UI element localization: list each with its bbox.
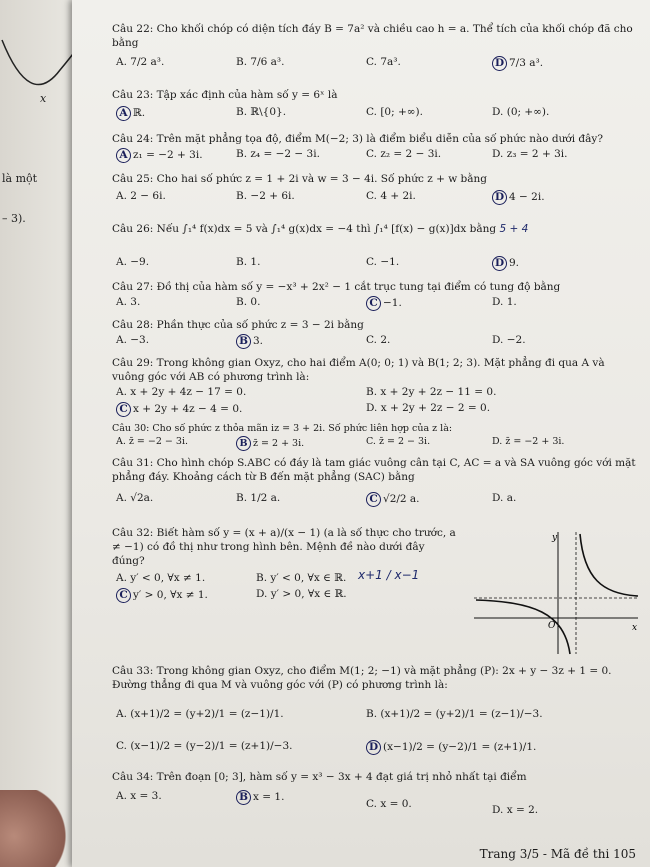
option[interactable]: D. x = 2. <box>492 804 539 816</box>
option[interactable]: C. x = 0. <box>366 798 412 810</box>
option[interactable]: C. 2. <box>366 334 391 346</box>
option[interactable]: A. 2 − 6i. <box>116 190 166 202</box>
option[interactable]: A. z̄ = −2 − 3i. <box>116 436 189 447</box>
circled-mark-icon: D <box>492 190 507 205</box>
question-27: Câu 27: Đồ thị của hàm số y = −x³ + 2x² − 1 cắt trục tung tại điểm có tung độ bằng <box>112 281 561 293</box>
option[interactable]: B. z₄ = −2 − 3i. <box>236 148 320 160</box>
option-selected[interactable]: A z₁ = −2 + 3i. <box>116 148 203 163</box>
question-26: Câu 26: Nếu ∫₁⁴ f(x)dx = 5 và ∫₁⁴ g(x)dx = −4 thì ∫₁⁴ [f(x) − g(x)]dx bằng 5 + 4 <box>112 223 529 235</box>
option[interactable]: B. 7/6 a³. <box>236 56 285 68</box>
option[interactable]: C. (x−1)/2 = (y−2)/1 = (z+1)/−3. <box>116 740 293 752</box>
option[interactable]: C. −1. <box>366 256 400 268</box>
origin-label: O <box>548 621 556 631</box>
left-fragment-2: là một <box>2 172 38 185</box>
option[interactable]: A. √2a. <box>116 492 154 504</box>
option-selected[interactable]: D 4 − 2i. <box>492 190 545 205</box>
options-31 <box>116 492 640 508</box>
option[interactable]: D. x + 2y + 2z − 2 = 0. <box>366 402 491 414</box>
option[interactable]: B. 1/2 a. <box>236 492 281 504</box>
circled-mark-icon: A <box>116 106 131 121</box>
options-32b <box>116 588 456 604</box>
circled-mark-icon: C <box>116 402 131 417</box>
option-selected[interactable]: D (x−1)/2 = (y−2)/1 = (z+1)/1. <box>366 740 536 755</box>
circled-mark-icon: C <box>116 588 131 603</box>
circled-mark-icon: A <box>116 148 131 163</box>
options-24 <box>116 148 640 164</box>
option[interactable]: D. −2. <box>492 334 526 346</box>
options-29b <box>116 402 640 418</box>
circled-mark-icon: B <box>236 334 251 349</box>
option[interactable]: D. 1. <box>492 296 517 308</box>
option[interactable]: C. 7a³. <box>366 56 401 68</box>
circled-mark-icon: D <box>492 56 507 71</box>
circled-mark-icon: D <box>366 740 381 755</box>
exam-page <box>72 0 650 867</box>
question-28: Câu 28: Phần thực của số phức z = 3 − 2i bằng <box>112 319 364 331</box>
option[interactable]: A. x = 3. <box>116 790 162 802</box>
option[interactable]: A. 3. <box>116 296 141 308</box>
option[interactable]: B. −2 + 6i. <box>236 190 295 202</box>
option-selected[interactable]: C −1. <box>366 296 402 311</box>
options-28 <box>116 334 640 350</box>
y-label: y <box>552 533 558 543</box>
question-22: Câu 22: Cho khối chóp có diện tích đáy B = 7a² và chiều cao h = a. Thể tích của khối chóp đã cho bằng <box>112 23 633 49</box>
option[interactable]: B. (x+1)/2 = (y+2)/1 = (z−1)/−3. <box>366 708 543 720</box>
option-selected[interactable]: C √2/2 a. <box>366 492 420 507</box>
curve-right-branch <box>580 534 638 596</box>
question-24: Câu 24: Trên mặt phẳng tọa độ, điểm M(−2; 3) là điểm biểu diễn của số phức nào dưới đây? <box>112 133 603 145</box>
option-selected[interactable]: B x = 1. <box>236 790 284 805</box>
left-fragment-1: x <box>40 92 47 105</box>
option[interactable]: A. 7/2 a³. <box>116 56 165 68</box>
question-33: Câu 33: Trong không gian Oxyz, cho điểm M(1; 2; −1) và mặt phẳng (P): 2x + y − 3z + 1 = 0. Đường thẳng đi qua M và vuông góc với (P) có phương trình là: <box>112 665 612 691</box>
option-selected[interactable]: D 7/3 a³. <box>492 56 543 71</box>
question-34: Câu 34: Trên đoạn [0; 3], hàm số y = x³ − 3x + 4 đạt giá trị nhỏ nhất tại điểm <box>112 771 527 783</box>
option[interactable]: B. 1. <box>236 256 261 268</box>
options-30 <box>116 436 640 452</box>
option-selected[interactable]: C x + 2y + 4z − 4 = 0. <box>116 402 242 417</box>
question-32: Câu 32: Biết hàm số y = (x + a)/(x − 1) (a là số thực cho trước, a ≠ −1) có đồ thị như trong hình bên. Mệnh đề nào dưới đây đúng? <box>112 527 456 567</box>
options-33b <box>116 740 640 756</box>
options-29a <box>116 386 640 402</box>
options-26 <box>116 256 640 272</box>
question-30: Câu 30: Cho số phức z thỏa mãn iz = 3 + 2i. Số phức liên hợp của z là: <box>112 423 453 434</box>
option[interactable]: C. z̄ = 2 − 3i. <box>366 436 431 447</box>
option[interactable]: A. (x+1)/2 = (y+2)/1 = (z−1)/1. <box>116 708 284 720</box>
options-27 <box>116 296 640 312</box>
option-selected[interactable]: A ℝ. <box>116 106 145 121</box>
circled-mark-icon: C <box>366 492 381 507</box>
options-33a <box>116 708 640 724</box>
option[interactable]: A. x + 2y + 4z − 17 = 0. <box>116 386 247 398</box>
question-31: Câu 31: Cho hình chóp S.ABC có đáy là tam giác vuông cân tại C, AC = a và SA vuông góc với mặt phẳng đáy. Khoảng cách từ B đến mặt phẳng (SAC) bằng <box>112 457 636 483</box>
handwritten-note: x+1 / x−1 <box>358 568 420 582</box>
function-graph <box>472 528 642 658</box>
options-34 <box>116 790 640 816</box>
option[interactable]: C. 4 + 2i. <box>366 190 416 202</box>
question-23: Câu 23: Tập xác định của hàm số y = 6ˣ là <box>112 89 338 101</box>
option-selected[interactable]: D 9. <box>492 256 519 271</box>
question-25: Câu 25: Cho hai số phức z = 1 + 2i và w = 3 − 4i. Số phức z + w bằng <box>112 173 488 185</box>
option[interactable]: C. [0; +∞). <box>366 106 423 118</box>
option[interactable]: D. a. <box>492 492 517 504</box>
option[interactable]: C. z₂ = 2 − 3i. <box>366 148 442 160</box>
option[interactable]: D. (0; +∞). <box>492 106 550 118</box>
options-23 <box>116 106 640 122</box>
option[interactable]: B. y′ < 0, ∀x ∈ ℝ. <box>256 572 347 584</box>
option[interactable]: D. y′ > 0, ∀x ∈ ℝ. <box>256 588 347 600</box>
option-selected[interactable]: C y′ > 0, ∀x ≠ 1. <box>116 588 208 603</box>
thumb-image <box>0 790 70 867</box>
page-footer: Trang 3/5 - Mã đề thi 105 <box>479 847 636 861</box>
option[interactable]: B. 0. <box>236 296 261 308</box>
option[interactable]: D. z̄ = −2 + 3i. <box>492 436 565 447</box>
option[interactable]: A. −9. <box>116 256 150 268</box>
circled-mark-icon: B <box>236 436 251 451</box>
option[interactable]: D. z₃ = 2 + 3i. <box>492 148 568 160</box>
option-selected[interactable]: B 3. <box>236 334 263 349</box>
option[interactable]: A. y′ < 0, ∀x ≠ 1. <box>116 572 206 584</box>
circled-mark-icon: B <box>236 790 251 805</box>
circled-mark-icon: D <box>492 256 507 271</box>
x-label: x <box>632 623 638 633</box>
option-selected[interactable]: B z̄ = 2 + 3i. <box>236 436 304 451</box>
option[interactable]: B. ℝ\{0}. <box>236 106 287 118</box>
option[interactable]: A. −3. <box>116 334 150 346</box>
curve-left-branch <box>476 600 570 654</box>
question-29: Câu 29: Trong không gian Oxyz, cho hai điểm A(0; 0; 1) và B(1; 2; 3). Mặt phẳng đi qua A và vuông góc với AB có phương trình là: <box>112 357 605 383</box>
circled-mark-icon: C <box>366 296 381 311</box>
options-25 <box>116 190 640 206</box>
options-22 <box>116 56 640 72</box>
option[interactable]: B. x + 2y + 2z − 11 = 0. <box>366 386 497 398</box>
left-fragment-3: – 3). <box>2 212 26 225</box>
handwritten-note: 5 + 4 <box>499 223 529 235</box>
